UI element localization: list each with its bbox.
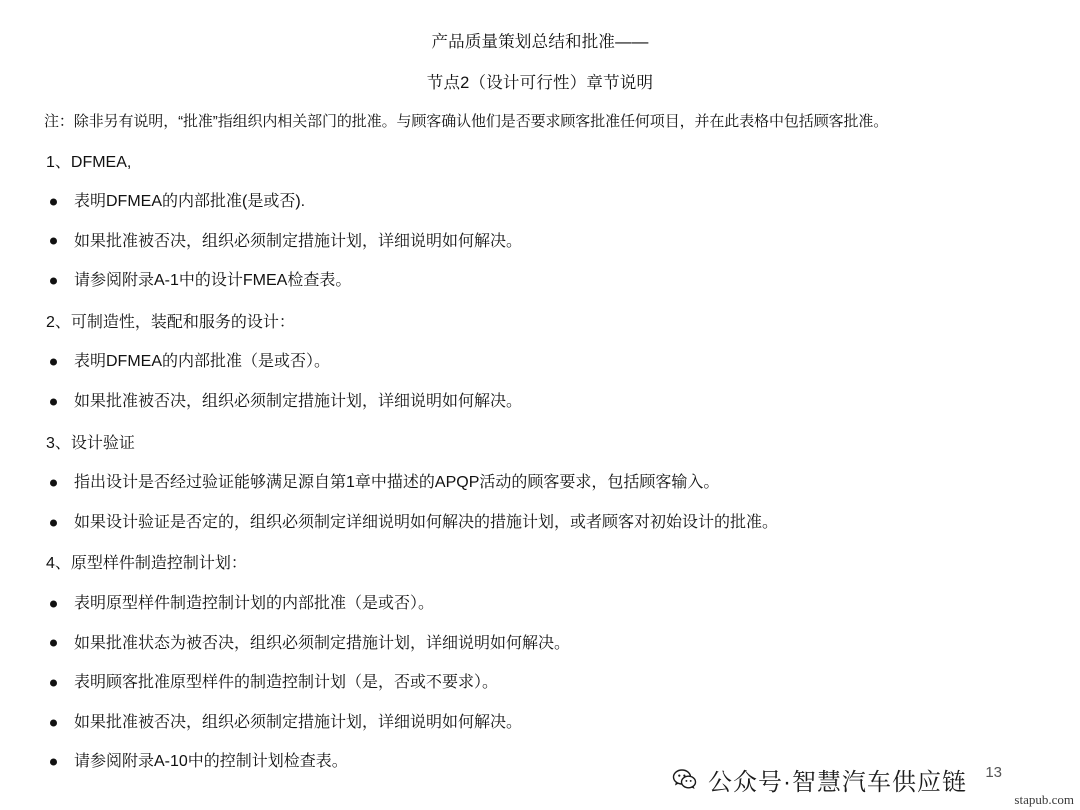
bullet-dot-icon: [50, 719, 57, 726]
bullet-dot-icon: [50, 398, 57, 405]
document-title-line-1: 产品质量策划总结和批准——: [431, 33, 649, 51]
bullet-dot-icon: [50, 238, 57, 245]
list-item: [44, 710, 1036, 736]
list-item: [44, 229, 1036, 255]
bullet-dot-icon: [50, 600, 57, 607]
list-item: [44, 631, 1036, 657]
footer-url: stapub.com: [1014, 792, 1074, 807]
document-title-line-2: 节点2（设计可行性）章节说明: [426, 73, 654, 92]
bullet-dot-icon: [50, 519, 57, 526]
list-item-label: 表明原型样件制造控制计划的内部批准（是或否）。: [74, 595, 435, 613]
list-item-label: 如果批准被否决，组织必须制定措施计划，详细说明如何解决。: [74, 713, 523, 731]
list-item-label: 表明DFMEA的内部批准（是或否）。: [74, 353, 331, 371]
numbered-item: 2、可制造性，装配和服务的设计：: [46, 313, 295, 331]
numbered-item: 4、原型样件制造控制计划：: [46, 555, 247, 573]
watermark: [672, 762, 967, 797]
watermark-label: 公众号·智慧汽车供应链: [708, 769, 967, 796]
numbered-item: 1、DFMEA,: [46, 153, 132, 171]
list-item-label: 请参阅附录A-1中的设计FMEA检查表。: [74, 272, 352, 290]
list-item: [44, 268, 1036, 294]
list-item-label: 表明顾客批准原型样件的制造控制计划（是，否或不要求）。: [74, 674, 499, 692]
list-item-label: 如果批准被否决，组织必须制定措施计划，详细说明如何解决。: [74, 232, 523, 250]
bullet-dot-icon: [50, 198, 57, 205]
numbered-item: 3、设计验证: [46, 434, 135, 452]
list-item-label: 如果批准被否决，组织必须制定措施计划，详细说明如何解决。: [74, 393, 523, 411]
bullet-dot-icon: [50, 680, 57, 687]
wechat-icon: [672, 767, 698, 793]
bullet-dot-icon: [50, 480, 57, 487]
list-item: [44, 510, 1036, 536]
list-item-label: 如果设计验证是否定的，组织必须制定详细说明如何解决的措施计划，或者顾客对初始设计的批准。: [74, 513, 779, 531]
bullet-dot-icon: [50, 278, 57, 285]
list-item-label: 请参阅附录A-10中的控制计划检查表。: [74, 753, 348, 771]
bullet-dot-icon: [50, 759, 57, 766]
list-item-label: 指出设计是否经过验证能够满足源自第1章中描述的APQP活动的顾客要求，包括顾客输入。: [74, 474, 720, 492]
list-item: [44, 591, 1036, 617]
list-item: [44, 189, 1036, 215]
document-note: 注：除非另有说明，“批准”指组织内相关部门的批准。与顾客确认他们是否要求顾客批准任何项目，并在此表格中包括顾客批准。: [44, 112, 889, 130]
list-item: [44, 670, 1036, 696]
page-number: 13: [985, 764, 1002, 781]
list-item: [44, 470, 1036, 496]
bullet-dot-icon: [50, 359, 57, 366]
list-item: [44, 389, 1036, 415]
list-item-label: 表明DFMEA的内部批准(是或否).: [74, 193, 306, 211]
bullet-dot-icon: [50, 640, 57, 647]
list-item-label: 如果批准状态为被否决，组织必须制定措施计划，详细说明如何解决。: [74, 634, 571, 652]
list-item: [44, 349, 1036, 375]
